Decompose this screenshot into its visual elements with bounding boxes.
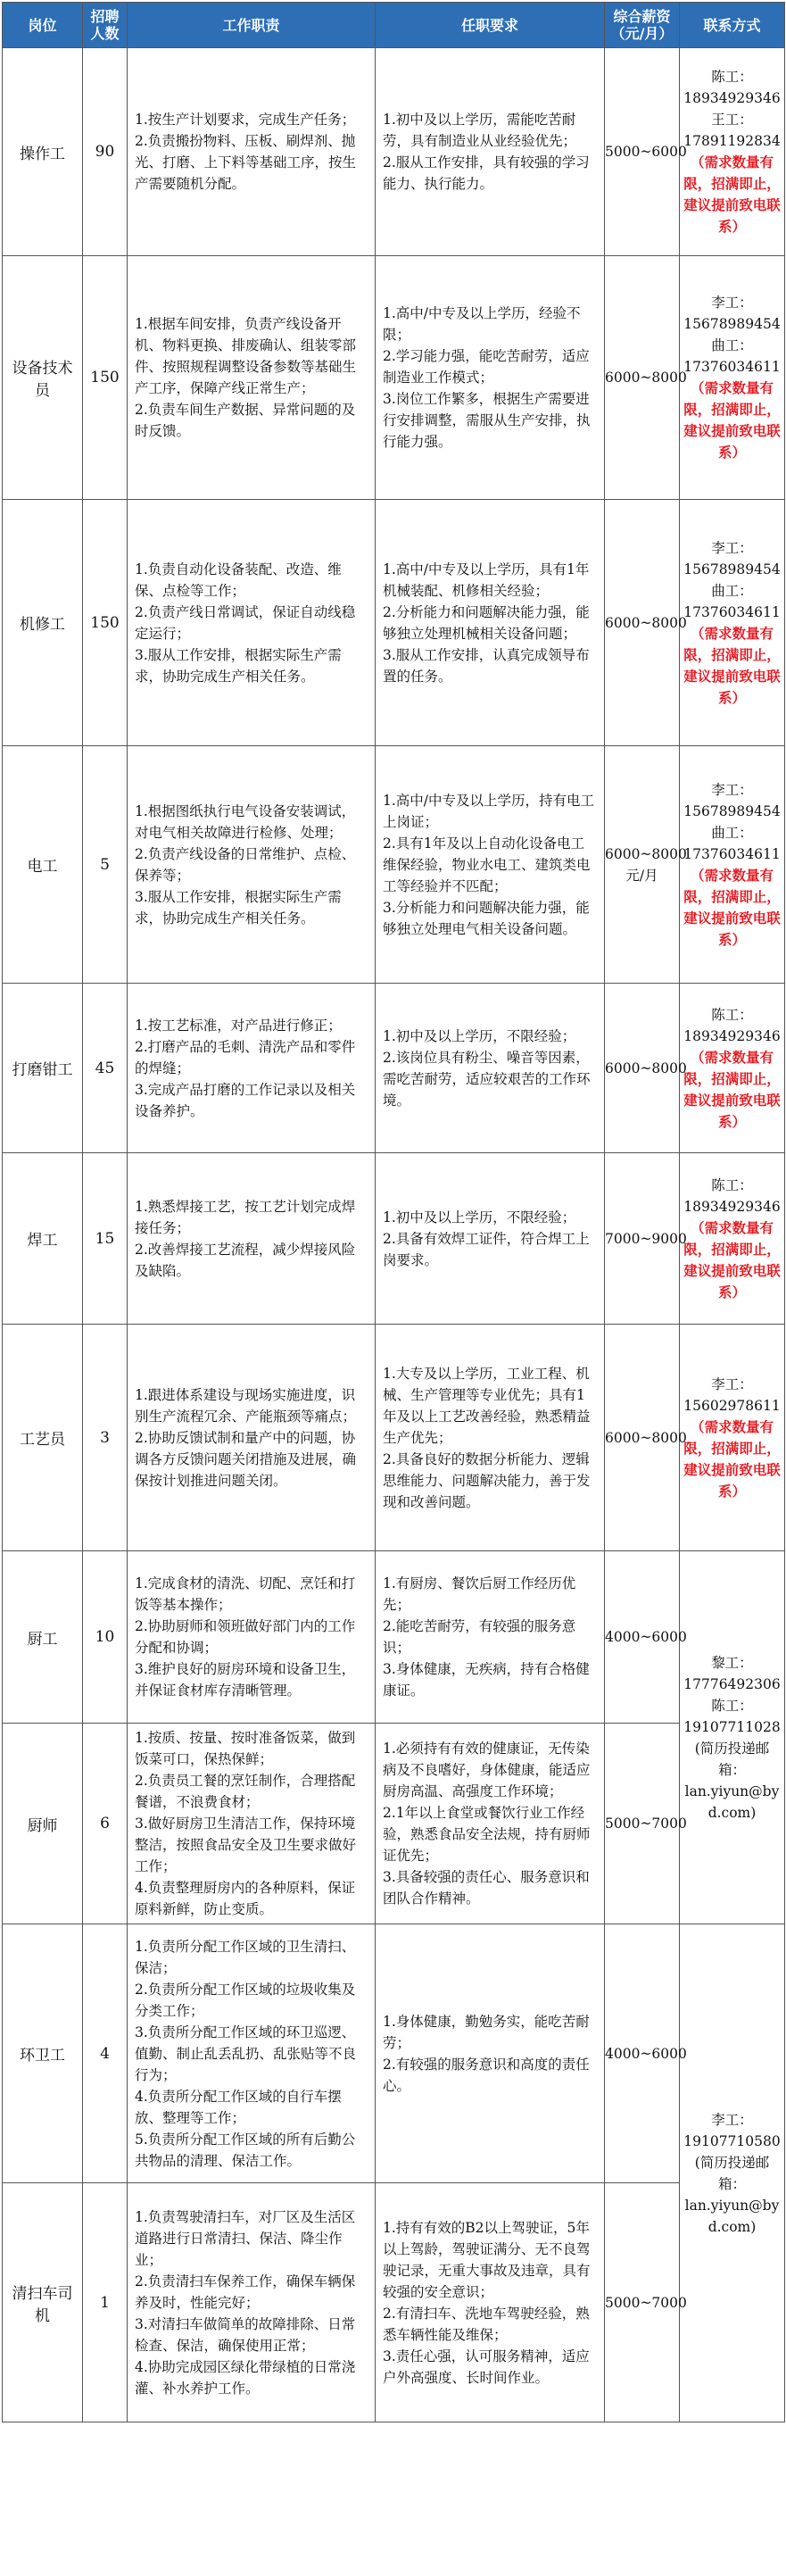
requirement-item: 2.具备良好的数据分析能力、逻辑思维能力、问题解决能力，善于发现和改善问题。 [383,1450,591,1510]
contact-line: 19107711028 [683,1718,781,1735]
requirement-item: 2.具备有效焊工证件，符合焊工上岗要求。 [383,1230,590,1268]
responsibilities-cell [128,2183,376,2422]
requirement-item: 3.责任心强，认可服务精神，适应户外高强度、长时间作业。 [383,2347,590,2386]
recruit-note: （需求数量有限，招满即止，建议提前致电联系） [683,1218,781,1300]
count-cell: 150 [83,500,128,746]
recruit-note: （需求数量有限，招满即止，建议提前致电联系） [683,1417,781,1500]
responsibility-item: 2.协助厨师和领班做好部门内的工作分配和协调； [135,1618,356,1656]
contact-line: 曲工： [711,582,753,599]
contact-cell [680,1325,785,1551]
requirement-item: 2.1年以上食堂或餐饮行业工作经验，熟悉食品安全法规，持有厨师证优先； [383,1805,591,1864]
contact-cell [680,256,785,500]
requirements-cell [376,1551,605,1724]
table-row [3,500,785,746]
table-row [3,1724,785,1924]
requirement-item: 2.有较强的服务意识和高度的责任心。 [383,2056,590,2094]
count-cell: 1 [83,2183,128,2422]
responsibility-item: 1.根据车间安排，负责产线设备开机、物料更换、排废确认、组装零部件、按照规程调整设备参数等基础生产工序，保障产线正常生产； [135,316,357,396]
responsibilities-cell [128,1153,376,1325]
responsibility-item: 2.负责产线日常调试，保证自动线稳定运行； [135,603,356,642]
position-cell: 厨工 [3,1551,83,1724]
requirement-item: 1.必须持有有效的健康证，无传染病及不良嗜好，身体健康，能适应厨房高温、高强度工作环境； [383,1741,591,1799]
contact-line: 17776492306 [683,1675,781,1692]
header-position: 岗位 [3,3,83,48]
responsibility-item: 2.负责所分配工作区域的垃圾收集及分类工作； [135,1981,356,2019]
responsibility-item: 1.按工艺标准，对产品进行修正； [135,1017,342,1034]
requirements-cell [376,1325,605,1551]
position-cell: 打磨钳工 [3,984,83,1153]
contact-cell [680,48,785,256]
position-cell: 操作工 [3,48,83,256]
requirement-item: 3.身体健康，无疾病，持有合格健康证。 [383,1661,590,1699]
salary-cell: 6000~8000元/月 [605,746,680,984]
requirement-item: 3.岗位工作繁多，根据生产需要进行安排调整，需服从生产安排，执行能力强。 [383,391,591,450]
requirement-item: 2.该岗位具有粉尘、噪音等因素，需吃苦耐劳，适应较艰苦的工作环境。 [383,1049,591,1109]
contact-line: 17376034611 [683,845,781,862]
responsibility-item: 2.负责车间生产数据、异常问题的及时反馈。 [135,402,356,439]
responsibility-item: 1.跟进体系建设与现场实施进度，识别生产流程冗余、产能瓶颈等痛点； [135,1386,357,1425]
recruit-note: （需求数量有限，招满即止，建议提前致电联系） [683,866,781,948]
responsibility-item: 3.服从工作安排，根据实际生产需求，协助完成生产相关任务。 [135,646,342,685]
position-cell: 工艺员 [3,1325,83,1551]
requirement-item: 2.有清扫车、洗地车驾驶经验，熟悉车辆性能及维保； [383,2305,590,2343]
responsibility-item: 2.负责产线设备的日常维护、点检、保养等； [135,845,356,884]
responsibility-item: 3.维护良好的厨房环境和设备卫生，并保证食材库存清晰管理。 [135,1661,356,1699]
requirement-item: 3.分析能力和问题解决能力强，能够独立处理电气相关设备问题。 [383,899,590,937]
requirement-item: 1.初中及以上学历，不限经验； [383,1209,576,1226]
salary-cell: 7000~9000 [605,1153,680,1325]
count-cell: 5 [83,746,128,984]
responsibilities-cell [128,1924,376,2183]
requirement-item: 1.高中/中专及以上学历，持有电工上岗证； [383,792,595,830]
requirement-item: 2.能吃苦耐劳，有较强的服务意识； [383,1618,576,1656]
salary-cell: 5000~6000 [605,48,680,256]
salary-cell: 6000~8000 [605,500,680,746]
responsibility-item: 2.打磨产品的毛刺、清洗产品和零件的焊缝； [135,1038,356,1076]
requirements-cell [376,48,605,256]
responsibility-item: 4.负责整理厨房内的各种原料，保证原料新鲜，防止变质。 [135,1880,356,1917]
contact-line: 17376034611 [683,603,781,620]
responsibilities-cell [128,984,376,1153]
requirement-item: 1.有厨房、餐饮后厨工作经历优先； [383,1575,576,1613]
responsibility-item: 2.改善焊接工艺流程，减少焊接风险及缺陷。 [135,1241,356,1279]
responsibility-item: 1.按质、按量、按时准备饭菜，做到饭菜可口，保热保鲜； [135,1730,356,1767]
responsibility-item: 1.负责所分配工作区域的卫生清扫、保洁； [135,1938,356,1976]
salary-cell: 4000~6000 [605,1551,680,1724]
contact-line: 李工： [711,1375,753,1392]
requirements-cell [376,1724,605,1924]
table-row [3,746,785,984]
contact-cell-merged [680,1924,785,2422]
responsibility-item: 3.负责所分配工作区域的环卫巡逻、值勤、制止乱丢乱扔、乱张贴等不良行为； [135,2023,357,2083]
requirements-cell [376,500,605,746]
position-cell: 环卫工 [3,1924,83,2183]
responsibility-item: 2.负责员工餐的烹饪制作，合理搭配餐谱，不浪费食材； [135,1773,356,1810]
contact-line: 李工： [711,539,753,556]
responsibility-item: 1.按生产计划要求，完成生产任务； [135,112,356,128]
position-cell: 厨师 [3,1724,83,1924]
contact-line: 李工： [711,2111,753,2128]
requirement-item: 1.初中及以上学历，不限经验； [383,1027,576,1044]
requirement-item: 3.具备较强的责任心、服务意识和团队合作精神。 [383,1869,590,1907]
requirements-cell [376,256,605,500]
responsibilities-cell [128,256,376,500]
contact-line: 15678989454 [683,561,781,578]
responsibility-item: 1.熟悉焊接工艺，按工艺计划完成焊接任务； [135,1198,356,1236]
table-row [3,48,785,256]
contact-cell-merged [680,1551,785,1924]
contact-line: 曲工： [711,337,753,353]
contact-line: 陈工： [711,1006,753,1023]
contact-line: 17376034611 [683,359,781,375]
contact-line: 15678989454 [683,802,781,819]
contact-cell [680,746,785,984]
count-cell: 90 [83,48,128,256]
contact-line: 18934929346 [683,1027,781,1044]
responsibility-item: 3.对清扫车做简单的故障排除、日常检查、保洁，确保使用正常； [135,2315,356,2354]
count-cell: 10 [83,1551,128,1724]
contact-line: 17891192834 [683,133,781,149]
table-row [3,1153,785,1325]
responsibility-item: 3.完成产品打磨的工作记录以及相关设备养护。 [135,1081,356,1119]
recruitment-table [2,2,785,2422]
requirements-cell [376,746,605,984]
contact-line: 陈工： [711,69,753,85]
responsibility-item: 4.负责所分配工作区域的自行车摆放、整理等工作； [135,2088,342,2126]
requirements-cell [376,2183,605,2422]
position-cell: 机修工 [3,500,83,746]
table-row [3,256,785,500]
contact-line: 黎工： [711,1654,753,1671]
contact-line: 王工： [711,112,753,128]
recruit-note: （需求数量有限，招满即止，建议提前致电联系） [683,154,781,235]
contact-line: 陈工： [711,1697,753,1714]
count-cell: 45 [83,984,128,1153]
responsibility-item: 2.负责搬扮物料、压板、刷焊剂、抛光、打磨、上下料等基础工序，按生产需要随机分配。 [135,133,357,192]
contact-line: 李工： [711,781,753,798]
count-cell: 4 [83,1924,128,2183]
recruit-note: （需求数量有限，招满即止，建议提前致电联系） [683,624,781,706]
responsibility-item: 1.负责自动化设备装配、改造、维保、点检等工作； [135,561,342,599]
responsibility-item: 3.做好厨房卫生清洁工作，保持环境整洁，按照食品安全及卫生要求做好工作； [135,1816,357,1874]
salary-cell: 5000~7000 [605,2183,680,2422]
contact-line: 19107710580 [683,2132,781,2149]
contact-line: 15602978611 [683,1397,781,1414]
responsibilities-cell [128,1724,376,1924]
position-cell: 清扫车司机 [3,2183,83,2422]
contact-line: (简历投递邮箱： [694,1740,770,1778]
header-responsibilities: 工作职责 [128,3,376,48]
requirements-cell [376,984,605,1153]
responsibility-item: 1.完成食材的清洗、切配、烹饪和打饭等基本操作； [135,1575,356,1613]
salary-cell: 4000~6000 [605,1924,680,2183]
requirement-item: 1.持有有效的B2以上驾驶证，5年以上驾龄，驾驶证满分、无不良驾驶记录，无重大事故及违章，具有较强的安全意识； [383,2219,591,2300]
requirements-cell [376,1924,605,2183]
header-requirements: 任职要求 [376,3,605,48]
contact-cell [680,984,785,1153]
responsibilities-cell [128,500,376,746]
requirement-item: 1.身体健康，勤勉务实，能吃苦耐劳； [383,2013,590,2051]
contact-line: 李工： [711,295,753,311]
responsibility-item: 2.协助反馈试制和量产中的问题，协调各方反馈问题关闭措施及进展，确保按计划推进问题关闭。 [135,1429,357,1489]
contact-cell [680,500,785,746]
contact-line: 18934929346 [683,90,781,106]
table-header-row [3,3,785,48]
contact-cell [680,1153,785,1325]
table-row [3,984,785,1153]
table-row [3,1325,785,1551]
requirement-item: 3.服从工作安排，认真完成领导布置的任务。 [383,646,590,685]
recruit-note: （需求数量有限，招满即止，建议提前致电联系） [683,379,781,461]
contact-line: 曲工： [711,824,753,841]
table-row [3,1551,785,1724]
requirement-item: 2.学习能力强，能吃苦耐劳，适应制造业工作模式； [383,348,590,386]
salary-cell: 6000~8000 [605,1325,680,1551]
count-cell: 3 [83,1325,128,1551]
position-cell: 电工 [3,746,83,984]
header-salary: 综合薪资 （元/月） [605,3,680,48]
responsibility-item: 5.负责所分配工作区域的所有后勤公共物品的清理、保洁工作。 [135,2131,356,2169]
responsibility-item: 3.服从工作安排，根据实际生产需求，协助完成生产相关任务。 [135,888,342,927]
contact-line: 陈工： [711,1176,753,1193]
count-cell: 150 [83,256,128,500]
salary-cell: 6000~8000 [605,256,680,500]
responsibilities-cell [128,1325,376,1551]
header-count: 招聘 人数 [83,3,128,48]
count-cell: 15 [83,1153,128,1325]
responsibility-item: 2.负责清扫车保养工作，确保车辆保养及时，性能完好； [135,2273,356,2311]
requirements-cell [376,1153,605,1325]
count-cell: 6 [83,1724,128,1924]
requirement-item: 1.高中/中专及以上学历，经验不限； [383,305,581,343]
responsibility-item: 1.根据图纸执行电气设备安装调试，对电气相关故障进行检修、处理； [135,802,356,841]
table-row [3,2183,785,2422]
contact-line: lan.yiyun@byd.com) [684,1782,780,1821]
requirement-item: 2.具有1年及以上自动化设备电工维保经验，物业水电工、建筑类电工等经验并不匹配； [383,835,591,894]
responsibility-item: 1.负责驾驶清扫车，对厂区及生活区道路进行日常清扫、保洁、降尘作业； [135,2208,356,2268]
requirement-item: 1.初中及以上学历，需能吃苦耐劳，具有制造业从业经验优先； [383,112,577,149]
recruit-note: （需求数量有限，招满即止，建议提前致电联系） [683,1048,781,1130]
position-cell: 焊工 [3,1153,83,1325]
table-row [3,1924,785,2183]
requirement-item: 2.服从工作安排，具有较强的学习能力、执行能力。 [383,154,590,192]
requirement-item: 1.高中/中专及以上学历，具有1年机械装配、机修相关经验； [383,561,590,599]
requirement-item: 1.大专及以上学历，工业工程、机械、生产管理等专业优先；具有1年及以上工艺改善经验，熟悉精益生产优先； [383,1365,591,1446]
contact-line: 15678989454 [683,316,781,332]
responsibilities-cell [128,48,376,256]
requirement-item: 2.分析能力和问题解决能力强，能够独立处理机械相关设备问题； [383,603,590,642]
contact-line: lan.yiyun@byd.com) [684,2197,780,2235]
header-contact: 联系方式 [680,3,785,48]
responsibilities-cell [128,1551,376,1724]
salary-cell: 5000~7000 [605,1724,680,1924]
contact-line: (简历投递邮箱： [694,2154,770,2192]
responsibility-item: 4.协助完成园区绿化带绿植的日常浇灌、补水养护工作。 [135,2358,356,2397]
salary-cell: 6000~8000 [605,984,680,1153]
responsibilities-cell [128,746,376,984]
contact-line: 18934929346 [683,1198,781,1215]
position-cell: 设备技术员 [3,256,83,500]
